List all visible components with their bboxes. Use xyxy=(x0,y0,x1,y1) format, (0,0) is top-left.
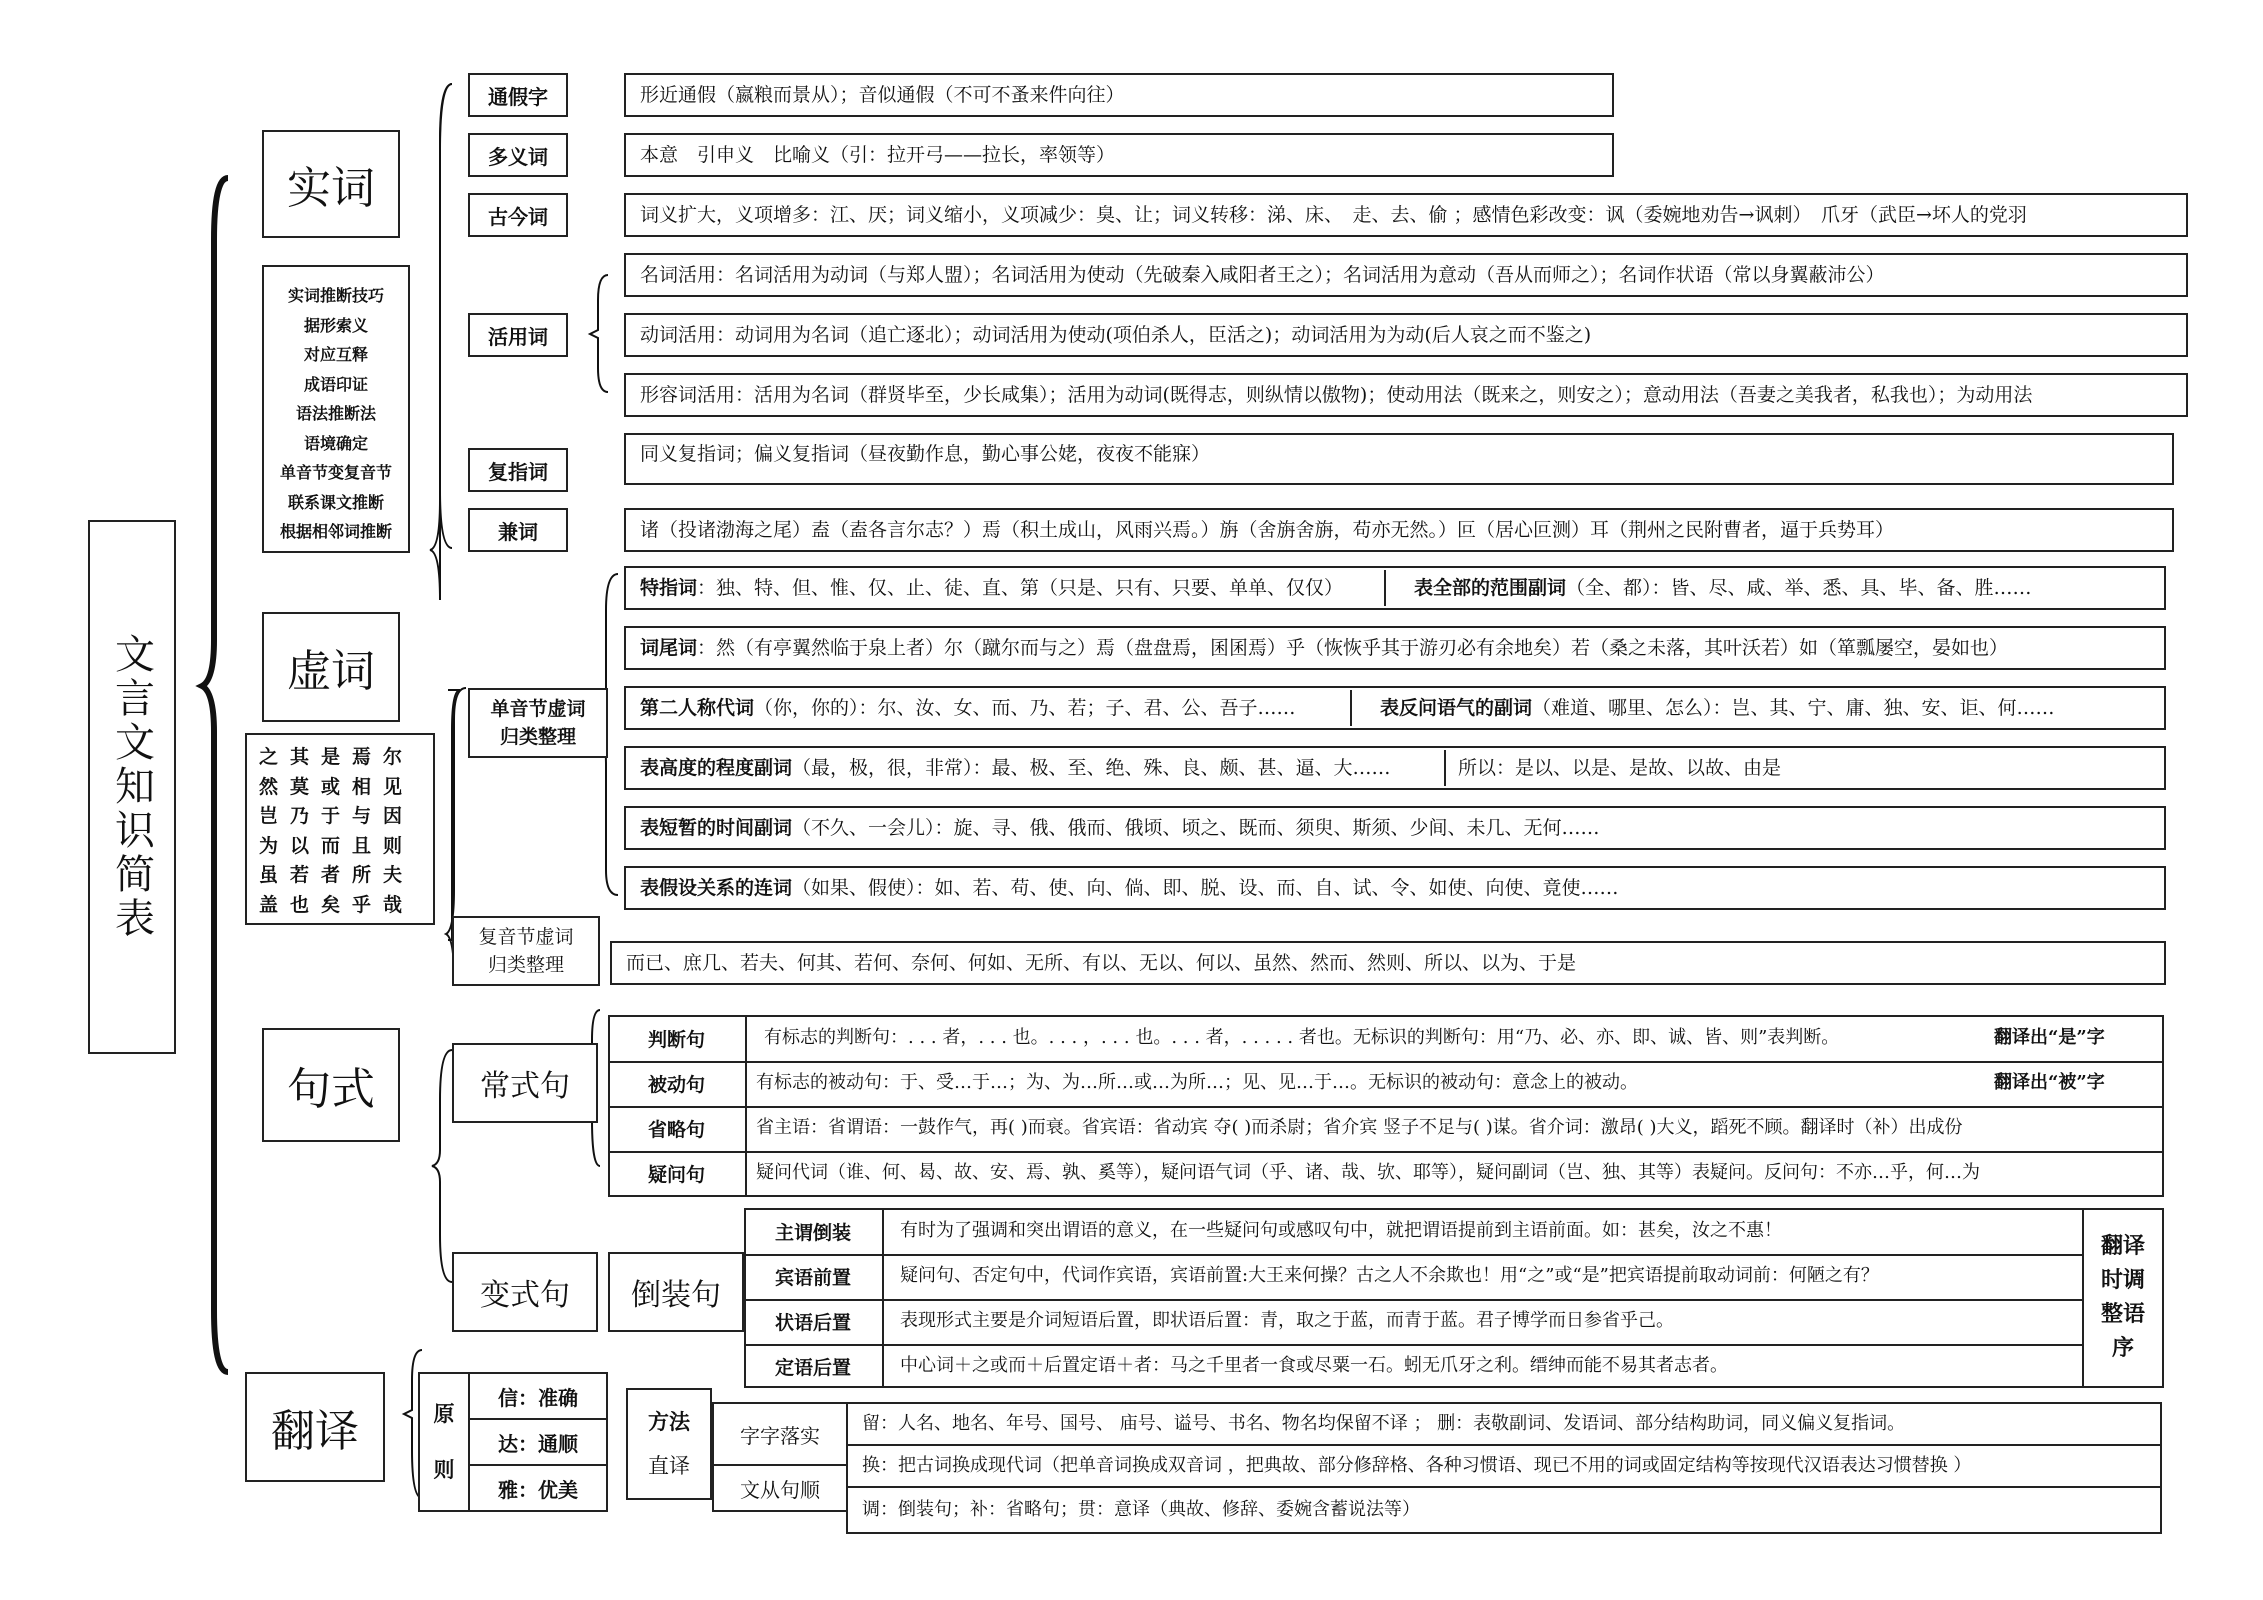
xuci-grid-row: 然莫或相见 xyxy=(259,775,415,798)
changshi-row-label: 被动句 xyxy=(647,1073,705,1096)
danyin-label-line1: 单音节虚词 xyxy=(490,698,586,720)
principle-da: 达：通顺 xyxy=(468,1418,608,1466)
xuci-row-shijian xyxy=(624,806,2166,850)
xuci-row-dierrencheng xyxy=(624,686,2166,730)
note-line: 整语 xyxy=(2100,1302,2145,1327)
row-text: （难道、哪里、怎么）：岂、其、宁、庸、独、安、讵、何…… xyxy=(1532,696,2055,719)
skill-item: 联系课文推断 xyxy=(287,492,384,512)
jian-label: 兼词 xyxy=(468,508,568,552)
row-key: 表全部的范围副词 xyxy=(1414,576,1567,599)
xuci-title: 虚词 xyxy=(262,612,400,722)
method-box xyxy=(626,1388,712,1500)
daozhuang-label: 倒装句 xyxy=(608,1252,744,1332)
changshi-row-tail: 翻译出“是”字 xyxy=(1994,1027,2105,1048)
changshi-row-content: 有标志的被动句：于、受…于…；为、为…所…或…为所…；见、见…于…。无标识的被动句：意念上的被动。 xyxy=(756,1072,1638,1093)
row-text: 所以：是以、以是、是故、以故、由是 xyxy=(1458,756,1782,779)
row-key: 表反问语气的副词 xyxy=(1380,696,1533,719)
skill-item: 成语印证 xyxy=(303,374,368,394)
skill-item: 语法推断法 xyxy=(295,404,376,423)
xuci-row-chengdu xyxy=(624,746,2166,790)
fuyin-label-line2: 归类整理 xyxy=(487,954,564,976)
row-text: ：独、特、但、惟、仅、止、徒、直、第（只是、只有、只要、单单、仅仅） xyxy=(697,576,1344,599)
jushi-title: 句式 xyxy=(262,1028,400,1142)
xuci-row-teizhi xyxy=(624,566,2166,610)
xuci-grid-row: 虽若者所夫 xyxy=(259,864,415,886)
bianshi-row-label: 状语后置 xyxy=(774,1311,851,1334)
huoyong-label: 活用词 xyxy=(468,313,568,357)
skill-item: 根据相邻词推断 xyxy=(279,522,392,541)
jian-content: 诸（投诸渤海之尾）盍（盍各言尔志？）焉（积土成山，风雨兴焉。）旃（舍旃舍旃，苟亦无然。）叵（居心叵测）耳（荆州之民附曹者，逼于兵势耳） xyxy=(624,508,2174,552)
note-line: 序 xyxy=(2111,1336,2134,1361)
row-text: （你，你的）：尔、汝、女、而、乃、若；子、君、公、吾子…… xyxy=(754,696,1296,719)
row-key: 表短暂的时间副词 xyxy=(640,816,793,839)
bianshi-row-content: 有时为了强调和突出谓语的意义，在一些疑问句或感叹句中，就把谓语提前到主语前面。如：甚矣，汝之不惠！ xyxy=(900,1220,1782,1241)
fanyi-row-huan: 换：把古词换成现代词（把单音词换成双音词 ，把典故、部分修辞格、各种习惯语、现已不用的词或固定结构等按现代汉语表达习惯替换 ） xyxy=(846,1444,2162,1488)
xuci-row-jiashe xyxy=(624,866,2166,910)
fuzhi-label: 复指词 xyxy=(468,448,568,492)
row-key: 特指词 xyxy=(640,576,698,599)
skill-item: 单音节变复音节 xyxy=(279,463,392,482)
bianshi-row-label: 宾语前置 xyxy=(774,1266,851,1289)
xuci-grid-row: 岂乃于与因 xyxy=(259,805,415,827)
row-key: 表假设关系的连词 xyxy=(640,876,793,899)
changshi-row-content: 有标志的判断句：. . . 者，. . . 也。. . . ，. . . 也。. . . 者，. . . . . 者也。无标识的判断句：用“乃、必、亦、即、诚、皆、则”表判断。 xyxy=(764,1027,1840,1048)
principle-ya: 雅：优美 xyxy=(468,1464,608,1512)
tongjia-label: 通假字 xyxy=(468,73,568,117)
row-key: 第二人称代词 xyxy=(640,696,755,719)
skill-item: 对应互释 xyxy=(303,345,368,364)
row-key: 表高度的程度副词 xyxy=(640,756,793,779)
bianshi-row-label: 主谓倒装 xyxy=(774,1221,851,1244)
note-line: 翻译 xyxy=(2100,1234,2145,1259)
bianshi-row-label: 定语后置 xyxy=(774,1356,851,1379)
changshi-row-content: 省主语：省谓语：一鼓作气，再( )而衰。省宾语：省动宾 夺( )而杀尉；省介宾 竖子不足与( )谋。省介词：激昂( )大义，蹈死不顾。翻译时（补）出成份 xyxy=(756,1117,1963,1138)
method-label: 方法 xyxy=(648,1410,690,1434)
fanyi-row-tiao: 调：倒装句；补：省略句；贯：意译（典故、修辞、委婉含蓄说法等） xyxy=(846,1486,2162,1534)
shici-skills-box xyxy=(262,265,410,553)
gujin-label: 古今词 xyxy=(468,193,568,237)
row-text: （如果、假使）：如、若、苟、使、向、倘、即、脱、设、而、自、试、令、如使、向使、竟使…… xyxy=(792,876,1619,899)
xuci-row-ciwei xyxy=(624,626,2166,670)
xuci-grid-row: 盖也矣乎哉 xyxy=(259,893,415,916)
fanyi-row-liu: 留：人名、地名、年号、国号、 庙号、谥号、书名、物名均保留不译 ； 删：表敬副词、发语词、部分结构助词，同义偏义复指词。 xyxy=(846,1402,2162,1446)
changshi-row-label: 判断句 xyxy=(647,1028,705,1051)
skill-item: 语境确定 xyxy=(303,433,368,453)
yuanze-char: 则 xyxy=(433,1458,455,1482)
shici-title: 实词 xyxy=(262,130,400,238)
fuyin-content: 而已、庶几、若夫、何其、若何、奈何、何如、无所、有以、无以、何以、虽然、然而、然则、所以、以为、于是 xyxy=(610,941,2166,985)
row-text: ：然（有亭翼然临于泉上者）尔（蹴尔而与之）焉（盘盘焉，囷囷焉）乎（恢恢乎其于游刃必有余地矣）若（桑之未落，其叶沃若）如（箪瓢屡空，晏如也） xyxy=(697,636,2009,659)
fuyin-label xyxy=(452,916,600,986)
huoyong-row: 名词活用：名词活用为动词（与郑人盟）；名词活用为使动（先破秦入咸阳者王之）；名词活用为意动（吾从而师之）；名词作状语（常以身翼蔽沛公） xyxy=(624,253,2188,297)
xuci-grid xyxy=(245,733,435,925)
note-line: 时调 xyxy=(2100,1268,2145,1293)
yuanze-char: 原 xyxy=(433,1402,455,1426)
skills-title: 实词推断技巧 xyxy=(287,286,384,305)
row-text: （不久、一会儿）：旋、寻、俄、俄而、俄顷、顷之、既而、须臾、斯须、少间、未几、无何…… xyxy=(792,816,1600,839)
bianshi-row-content: 表现形式主要是介词短语后置，即状语后置：青，取之于蓝，而青于蓝。君子博学而日参省乎己。 xyxy=(900,1310,1674,1331)
changshi-row-label: 疑问句 xyxy=(647,1163,705,1186)
bianshi-note xyxy=(2082,1208,2164,1388)
method-sub: 直译 xyxy=(648,1454,690,1478)
danyin-label xyxy=(468,688,608,758)
huoyong-row: 动词活用：动词用为名词（追亡逐北）；动词活用为使动(项伯杀人，臣活之)；动词活用为为动(后人哀之而不鉴之) xyxy=(624,313,2188,357)
changshi-label: 常式句 xyxy=(452,1043,598,1123)
fanyi-title: 翻译 xyxy=(245,1372,385,1482)
xuci-grid-row: 为以而且则 xyxy=(259,834,415,857)
skill-item: 据形索义 xyxy=(303,315,368,335)
yuanze-label xyxy=(418,1372,470,1512)
changshi-row-label: 省略句 xyxy=(647,1118,705,1141)
bianshi-row-content: 疑问句、否定句中，代词作宾语，宾语前置:大王来何操？古之人不余欺也！用“之”或“是”把宾语提前取动词前：何陋之有？ xyxy=(900,1265,1879,1286)
huoyong-row: 形容词活用：活用为名词（群贤毕至，少长咸集）；活用为动词(既得志，则纵情以傲物)；使动用法（既来之，则安之）；意动用法（吾妻之美我者，私我也）；为动用法 xyxy=(624,373,2188,417)
principle-xin: 信：准确 xyxy=(468,1372,608,1420)
fuyin-label-line1: 复音节虚词 xyxy=(478,926,574,948)
fuzhi-content: 同义复指词；偏义复指词（昼夜勤作息，勤心事公姥，夜夜不能寐） xyxy=(624,433,2174,485)
main-title: 文言文知识简表 xyxy=(108,633,155,941)
xuci-grid-row: 之其是焉尔 xyxy=(259,746,415,768)
sub-label-zizi: 字字落实 xyxy=(712,1402,848,1466)
row-text: （全、都）：皆、尽、咸、举、悉、具、毕、备、胜…… xyxy=(1566,576,2032,599)
gujin-content: 词义扩大，义项增多：江、厌；词义缩小，义项减少：臭、让；词义转移：涕、床、 走、去、偷 ；感情色彩改变：讽（委婉地劝告→讽刺） 爪牙（武臣→坏人的党羽 xyxy=(624,193,2188,237)
row-text: （最，极，很，非常）：最、极、至、绝、殊、良、颇、甚、逼、大…… xyxy=(792,756,1391,779)
tongjia-content: 形近通假（嬴粮而景从）；音似通假（不可不蚤来件向往） xyxy=(624,73,1614,117)
bianshi-row-content: 中心词＋之或而＋后置定语＋者：马之千里者一食或尽粟一石。蚓无爪牙之利。缙绅而能不易其者志者。 xyxy=(900,1355,1728,1376)
row-key: 词尾词 xyxy=(640,636,698,659)
changshi-row-content: 疑问代词（谁、何、曷、故、安、焉、孰、奚等），疑问语气词（乎、诸、哉、欤、耶等），疑问副词（岂、独、其等）表疑问。反问句：不亦…乎，何…为 xyxy=(756,1162,1980,1183)
sub-label-wencong: 文从句顺 xyxy=(712,1464,848,1512)
changshi-row-tail: 翻译出“被”字 xyxy=(1994,1072,2105,1093)
duoyi-label: 多义词 xyxy=(468,133,568,177)
bianshi-label: 变式句 xyxy=(452,1252,598,1332)
danyin-label-line2: 归类整理 xyxy=(499,726,576,748)
main-title-box xyxy=(88,520,176,1054)
duoyi-content: 本意 引申义 比喻义（引：拉开弓——拉长，率领等） xyxy=(624,133,1614,177)
